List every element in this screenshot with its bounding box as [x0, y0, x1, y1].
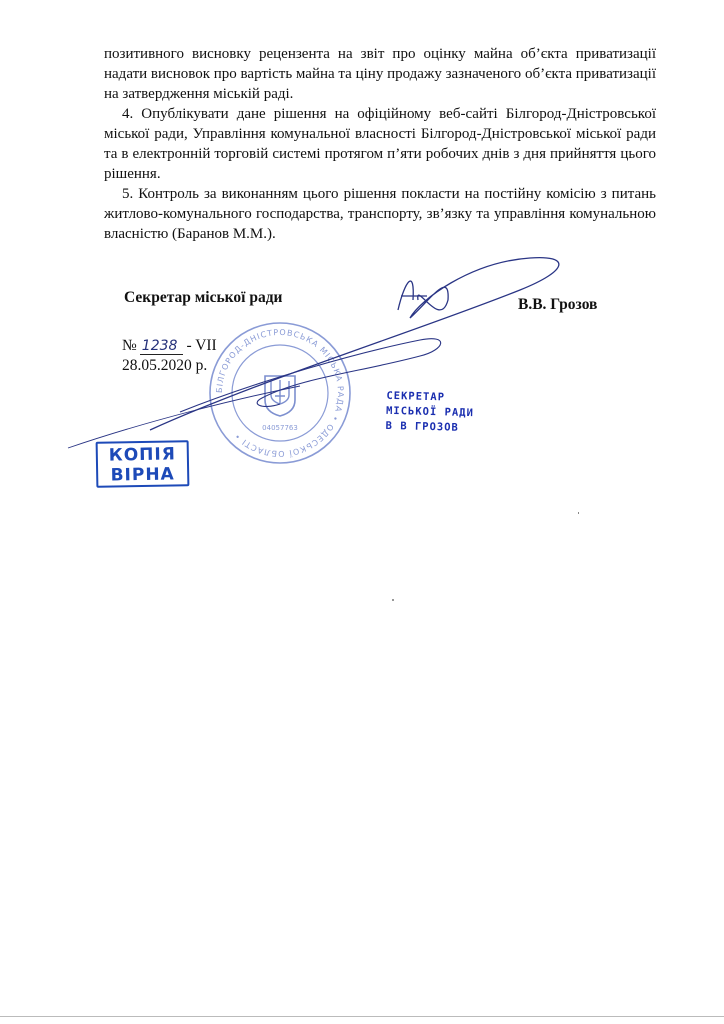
paragraph-item-5: 5. Контроль за виконанням цього рішення покласти на постійну комісію з питань житлово-комунального господарства, транспорту, зв’язку та управління комунальною власністю (Баранов М.М.).	[104, 186, 656, 242]
seal-ring-text: БІЛГОРОД-ДНІСТРОВСЬКА МІСЬКА РАДА • ОДЕСЬКОЇ ОБЛАСТІ •	[214, 327, 346, 459]
scan-speck	[578, 512, 579, 514]
decision-number	[122, 337, 217, 355]
secretary-stamp-line-3: В В ГРОЗОВ	[385, 419, 459, 434]
signatory-title: Секретар міської ради	[124, 289, 283, 306]
paragraph-item-4: 4. Опублікувати дане рішення на офіційному веб-сайті Білгород-Дністровської міської ради, Управління комунальної власності Білгород-Дністровської міської ради та в електронній торговій системі протягом п’яти робочих днів з дня прийняття цього рішення.	[104, 106, 656, 182]
official-seal	[205, 318, 355, 468]
copy-stamp-line-2: ВІРНА	[110, 464, 175, 486]
secretary-stamp-line-1: СЕКРЕТАР	[386, 389, 446, 404]
trident-emblem-icon	[265, 376, 295, 416]
paragraph-continued: позитивного висновку рецензента на звіт про оцінку майна об’єкта приватизації надати висновок про вартість майна та ціну продажу зазначеного об’єкта приватизації на затвердження міській раді.	[104, 46, 656, 102]
scan-edge-line	[0, 1016, 724, 1017]
scan-speck	[392, 599, 394, 601]
number-sign: №	[122, 337, 137, 354]
secretary-stamp	[385, 389, 474, 436]
true-copy-stamp	[96, 440, 190, 488]
handwritten-number: 1238	[140, 338, 184, 355]
decision-date: 28.05.2020 р.	[122, 357, 208, 374]
secretary-stamp-line-2: МІСЬКОЇ РАДИ	[385, 404, 475, 420]
body-text	[104, 44, 656, 244]
convocation-suffix: - VII	[186, 337, 217, 354]
seal-code: 04057763	[262, 424, 298, 432]
copy-stamp-line-1: КОПІЯ	[108, 444, 177, 466]
signatory-name: В.В. Грозов	[518, 296, 598, 313]
